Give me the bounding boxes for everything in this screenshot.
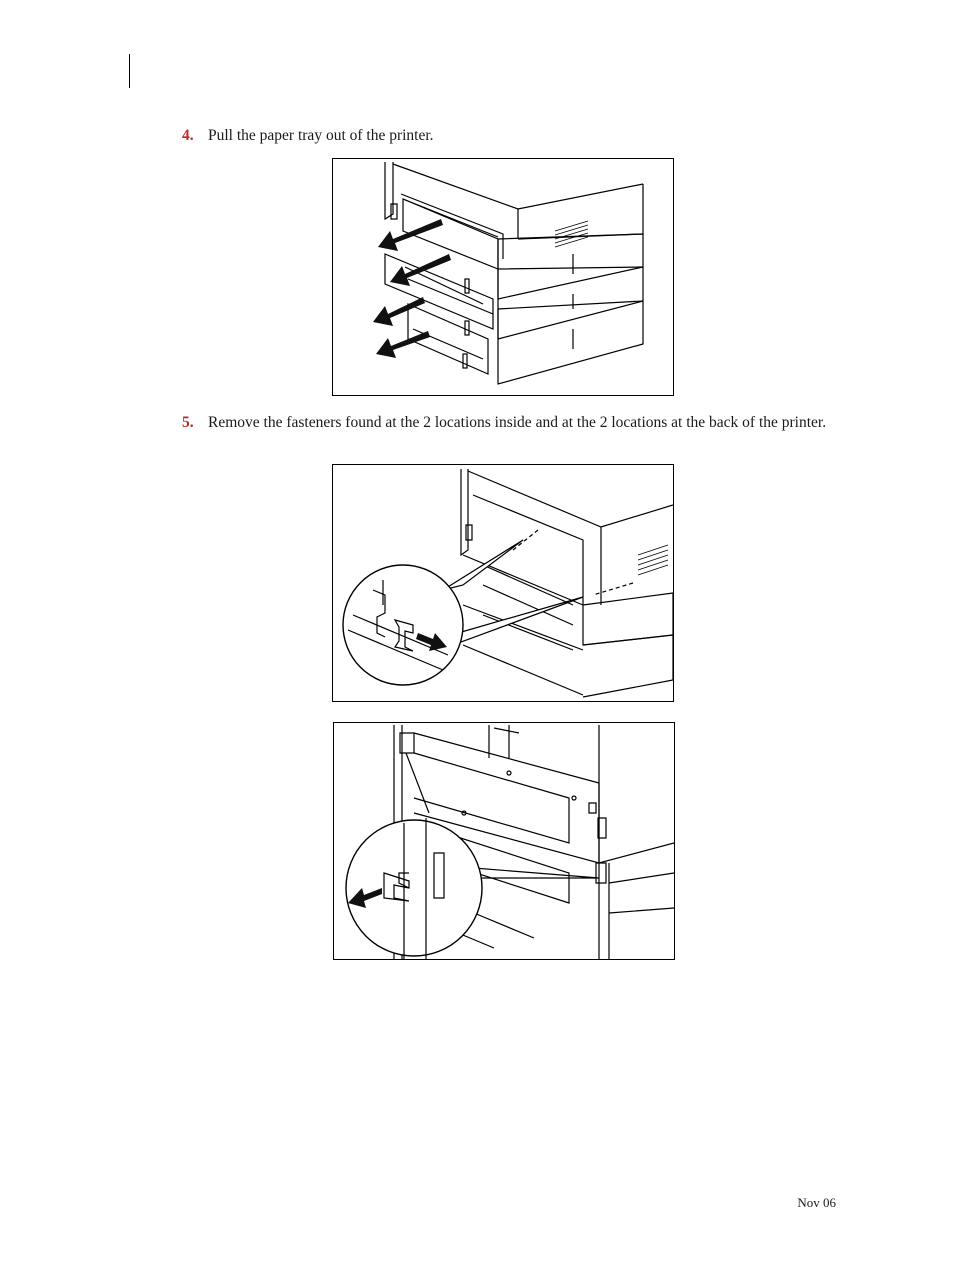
step-5: [182, 413, 842, 433]
step-4: [182, 126, 842, 146]
step-number: 4.: [182, 127, 194, 144]
printer-trays-pull-illustration: [332, 158, 674, 396]
step-number: 5.: [182, 414, 194, 431]
step-text: Pull the paper tray out of the printer.: [208, 127, 434, 144]
step-text: Remove the fasteners found at the 2 locations inside and at the 2 locations at the back of the printer.: [208, 414, 827, 431]
inside-fasteners-illustration: [332, 464, 674, 702]
footer-date: Nov 06: [797, 1195, 836, 1210]
back-fasteners-illustration: [333, 722, 675, 960]
margin-change-bar: [129, 54, 130, 88]
